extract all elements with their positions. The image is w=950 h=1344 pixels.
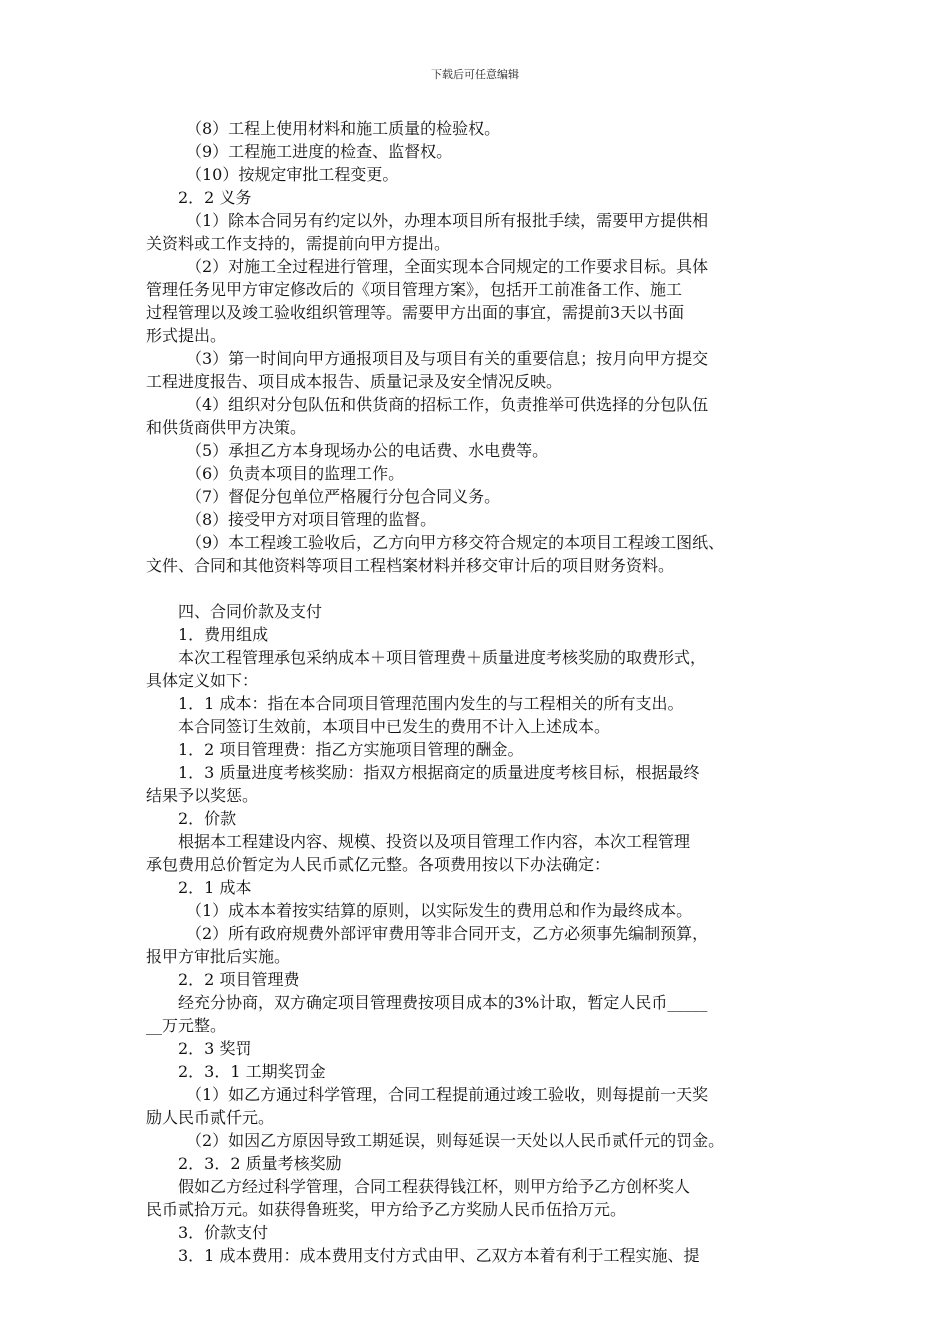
text-line: 承包费用总价暂定为人民币贰亿元整。各项费用按以下办法确定：: [146, 855, 611, 874]
text-line: 根据本工程建设内容、规模、投资以及项目管理工作内容，本次工程管理: [178, 832, 691, 851]
text-line: （5）承担乙方本身现场办公的电话费、水电费等。: [186, 441, 549, 460]
page-header: 下载后可任意编辑: [431, 68, 519, 81]
text-line: 1．3 质量进度考核奖励：指双方根据商定的质量进度考核目标，根据最终: [178, 763, 700, 782]
text-line: （8）工程上使用材料和施工质量的检验权。: [186, 119, 501, 138]
text-line: （10）按规定审批工程变更。: [186, 165, 399, 184]
text-line: （2）如因乙方原因导致工期延误，则每延误一天处以人民币贰仟元的罚金。: [186, 1131, 725, 1150]
text-line: （9）工程施工进度的检查、监督权。: [186, 142, 453, 161]
text-line: 1．1 成本：指在本合同项目管理范围内发生的与工程相关的所有支出。: [178, 694, 684, 713]
section-heading: 1．费用组成: [178, 625, 269, 644]
text-line: 关资料或工作支持的，需提前向甲方提出。: [146, 234, 451, 253]
text-line: （9）本工程竣工验收后，乙方向甲方移交符合规定的本项目工程竣工图纸、: [186, 533, 725, 552]
text-line: 管理任务见甲方审定修改后的《项目管理方案》，包括开工前准备工作、施工: [146, 280, 683, 299]
section-heading: 2．3．2 质量考核奖励: [178, 1154, 342, 1173]
text-line: （1）除本合同另有约定以外，办理本项目所有报批手续，需要甲方提供相: [186, 211, 709, 230]
text-line: 结果予以奖惩。: [146, 786, 259, 805]
text-line: （6）负责本项目的监理工作。: [186, 464, 405, 483]
text-line: （1）成本本着按实结算的原则，以实际发生的费用总和作为最终成本。: [186, 901, 693, 920]
text-line: （8）接受甲方对项目管理的监督。: [186, 510, 437, 529]
text-line: 形式提出。: [146, 326, 227, 345]
text-line: （2）所有政府规费外部评审费用等非合同开支，乙方必须事先编制预算，: [186, 924, 709, 943]
section-heading: 2．2 义务: [178, 188, 252, 207]
text-line: __万元整。: [146, 1016, 227, 1035]
text-line: （3）第一时间向甲方通报项目及与项目有关的重要信息；按月向甲方提交: [186, 349, 709, 368]
text-line: 假如乙方经过科学管理，合同工程获得钱江杯，则甲方给予乙方创杯奖人: [178, 1177, 691, 1196]
text-line: 和供货商供甲方决策。: [146, 418, 307, 437]
text-line: 励人民币贰仟元。: [146, 1108, 275, 1127]
text-line: （7）督促分包单位严格履行分包合同义务。: [186, 487, 501, 506]
text-line: 1．2 项目管理费：指乙方实施项目管理的酬金。: [178, 740, 524, 759]
text-line: 本合同签订生效前，本项目中已发生的费用不计入上述成本。: [178, 717, 611, 736]
text-line: 具体定义如下：: [146, 671, 259, 690]
text-line: （2）对施工全过程进行管理，全面实现本合同规定的工作要求目标。具体: [186, 257, 709, 276]
section-heading: 2．3 奖罚: [178, 1039, 252, 1058]
section-heading: 2．3．1 工期奖罚金: [178, 1062, 326, 1081]
section-heading: 2．价款: [178, 809, 237, 828]
text-line: （1）如乙方通过科学管理，合同工程提前通过竣工验收，则每提前一天奖: [186, 1085, 709, 1104]
section-heading: 3．价款支付: [178, 1223, 269, 1242]
text-line: 工程进度报告、项目成本报告、质量记录及安全情况反映。: [146, 372, 563, 391]
section-heading: 2．2 项目管理费: [178, 970, 300, 989]
blank-line: [146, 577, 816, 600]
document-body: [146, 117, 816, 1267]
text-line: 本次工程管理承包采纳成本＋项目管理费＋质量进度考核奖励的取费形式，: [178, 648, 707, 667]
text-line: 文件、合同和其他资料等项目工程档案材料并移交审计后的项目财务资料。: [146, 556, 675, 575]
text-line: 报甲方审批后实施。: [146, 947, 291, 966]
text-line: 民币贰拾万元。如获得鲁班奖，甲方给予乙方奖励人民币伍拾万元。: [146, 1200, 627, 1219]
section-heading: 2．1 成本: [178, 878, 252, 897]
text-line: 经充分协商，双方确定项目管理费按项目成本的3%计取，暂定人民币_____: [178, 993, 708, 1012]
text-line: （4）组织对分包队伍和供货商的招标工作，负责推举可供选择的分包队伍: [186, 395, 709, 414]
text-line: 3．1 成本费用：成本费用支付方式由甲、乙双方本着有利于工程实施、提: [178, 1246, 700, 1265]
section-heading: 四、合同价款及支付: [178, 602, 323, 621]
text-line: 过程管理以及竣工验收组织管理等。需要甲方出面的事宜，需提前3天以书面: [146, 303, 685, 322]
